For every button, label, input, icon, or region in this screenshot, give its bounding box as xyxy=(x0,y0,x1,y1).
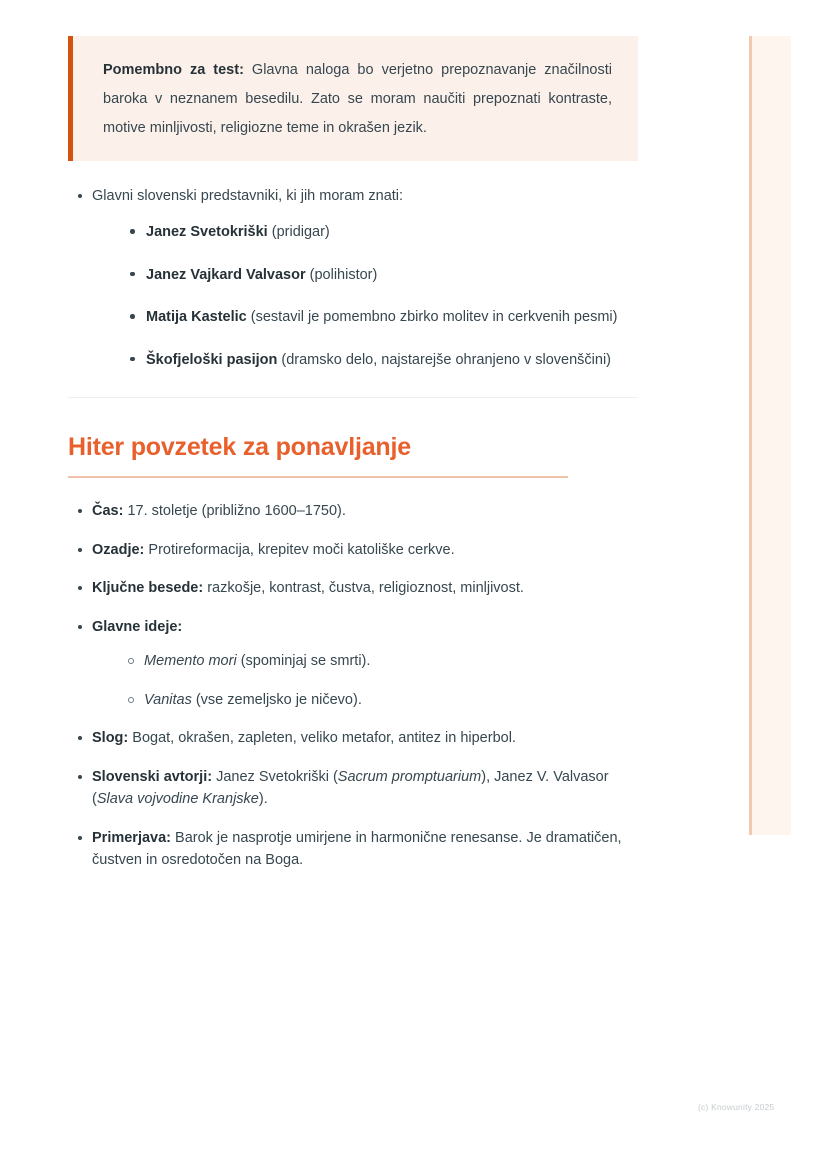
list-item xyxy=(122,264,638,286)
list-item xyxy=(68,616,638,711)
representative-name: Janez Svetokriški xyxy=(146,224,268,241)
summary-list xyxy=(68,500,638,871)
summary-item-label: Primerjava: xyxy=(92,829,171,846)
list-item xyxy=(68,577,638,599)
representative-name: Škofjeloški pasijon xyxy=(146,351,278,368)
list-item xyxy=(122,349,638,371)
idea-text: (vse zemeljsko je ničevo). xyxy=(191,691,362,708)
idea-term: Vanitas xyxy=(144,691,192,708)
representative-detail: (pridigar) xyxy=(267,224,330,241)
callout-body: Glavna naloga bo verjetno prepoznavanje značilnosti baroka v neznanem besedilu. Zato se moram naučiti prepoznati kontraste, motive minljivosti, religiozne teme in okrašen jezik. xyxy=(103,62,612,136)
important-callout xyxy=(68,36,638,161)
list-item xyxy=(68,766,638,811)
summary-item-label: Slog: xyxy=(92,730,129,747)
list-item xyxy=(120,689,638,711)
list-item xyxy=(120,650,638,672)
representatives-intro-label: Glavni slovenski predstavniki, ki jih moram znati: xyxy=(92,188,404,204)
main-content-column xyxy=(68,36,638,888)
footer-copyright: (c) Knowunity 2025 xyxy=(698,1102,775,1112)
callout-text xyxy=(103,56,612,143)
summary-item-text: Barok je nasprotje umirjene in harmonične renesanse. Je dramatičen, čustven in osredotočen na Boga. xyxy=(92,829,622,869)
representatives-sublist xyxy=(122,221,638,371)
summary-item-text: Bogat, okrašen, zapleten, veliko metafor, antitez in hiperbol. xyxy=(128,730,516,747)
list-item xyxy=(68,539,638,561)
summary-item-text: razkošje, kontrast, čustva, religioznost, minljivost. xyxy=(203,580,524,597)
side-callout-strip xyxy=(749,36,791,835)
representative-detail: (sestavil je pomembno zbirko molitev in cerkvenih pesmi) xyxy=(246,309,618,326)
summary-block xyxy=(68,500,638,871)
idea-text: (spominjaj se smrti). xyxy=(236,653,371,670)
representatives-intro-item xyxy=(68,185,638,371)
list-item xyxy=(68,827,638,872)
summary-item-label: Slovenski avtorji: xyxy=(92,768,213,785)
list-item xyxy=(68,727,638,749)
work-title: Sacrum promptuarium xyxy=(337,768,482,785)
representative-detail: (polihistor) xyxy=(305,266,378,283)
authors-part-2: ), Janez V. Valvasor ( xyxy=(92,768,609,808)
summary-item-label: Čas: xyxy=(92,503,124,520)
summary-item-label: Ključne besede: xyxy=(92,580,204,597)
authors-part-1: Janez Svetokriški ( xyxy=(212,768,338,785)
summary-item-label: Ozadje: xyxy=(92,541,145,558)
summary-item-label: Glavne ideje: xyxy=(92,618,183,635)
callout-label: Pomembno za test: xyxy=(103,62,244,78)
authors-part-3: ). xyxy=(258,791,268,808)
page-title: Hiter povzetek za ponavljanje xyxy=(68,433,411,462)
representative-detail: (dramsko delo, najstarejše ohranjeno v slovenščini) xyxy=(277,351,612,368)
representative-name: Janez Vajkard Valvasor xyxy=(146,266,306,283)
heading-underline xyxy=(68,476,568,478)
representatives-block xyxy=(68,185,638,371)
list-item xyxy=(122,221,638,243)
list-item xyxy=(68,500,638,522)
list-item xyxy=(122,306,638,328)
summary-item-text: Protireformacija, krepitev moči katoliške cerkve. xyxy=(144,541,455,558)
representatives-list xyxy=(68,185,638,371)
representative-name: Matija Kastelic xyxy=(146,309,247,326)
section-divider xyxy=(68,397,638,398)
main-ideas-sublist xyxy=(120,650,638,711)
work-title: Slava vojvodine Kranjske xyxy=(96,791,259,808)
idea-term: Memento mori xyxy=(144,653,237,670)
summary-item-text: 17. stoletje (približno 1600–1750). xyxy=(123,503,346,520)
